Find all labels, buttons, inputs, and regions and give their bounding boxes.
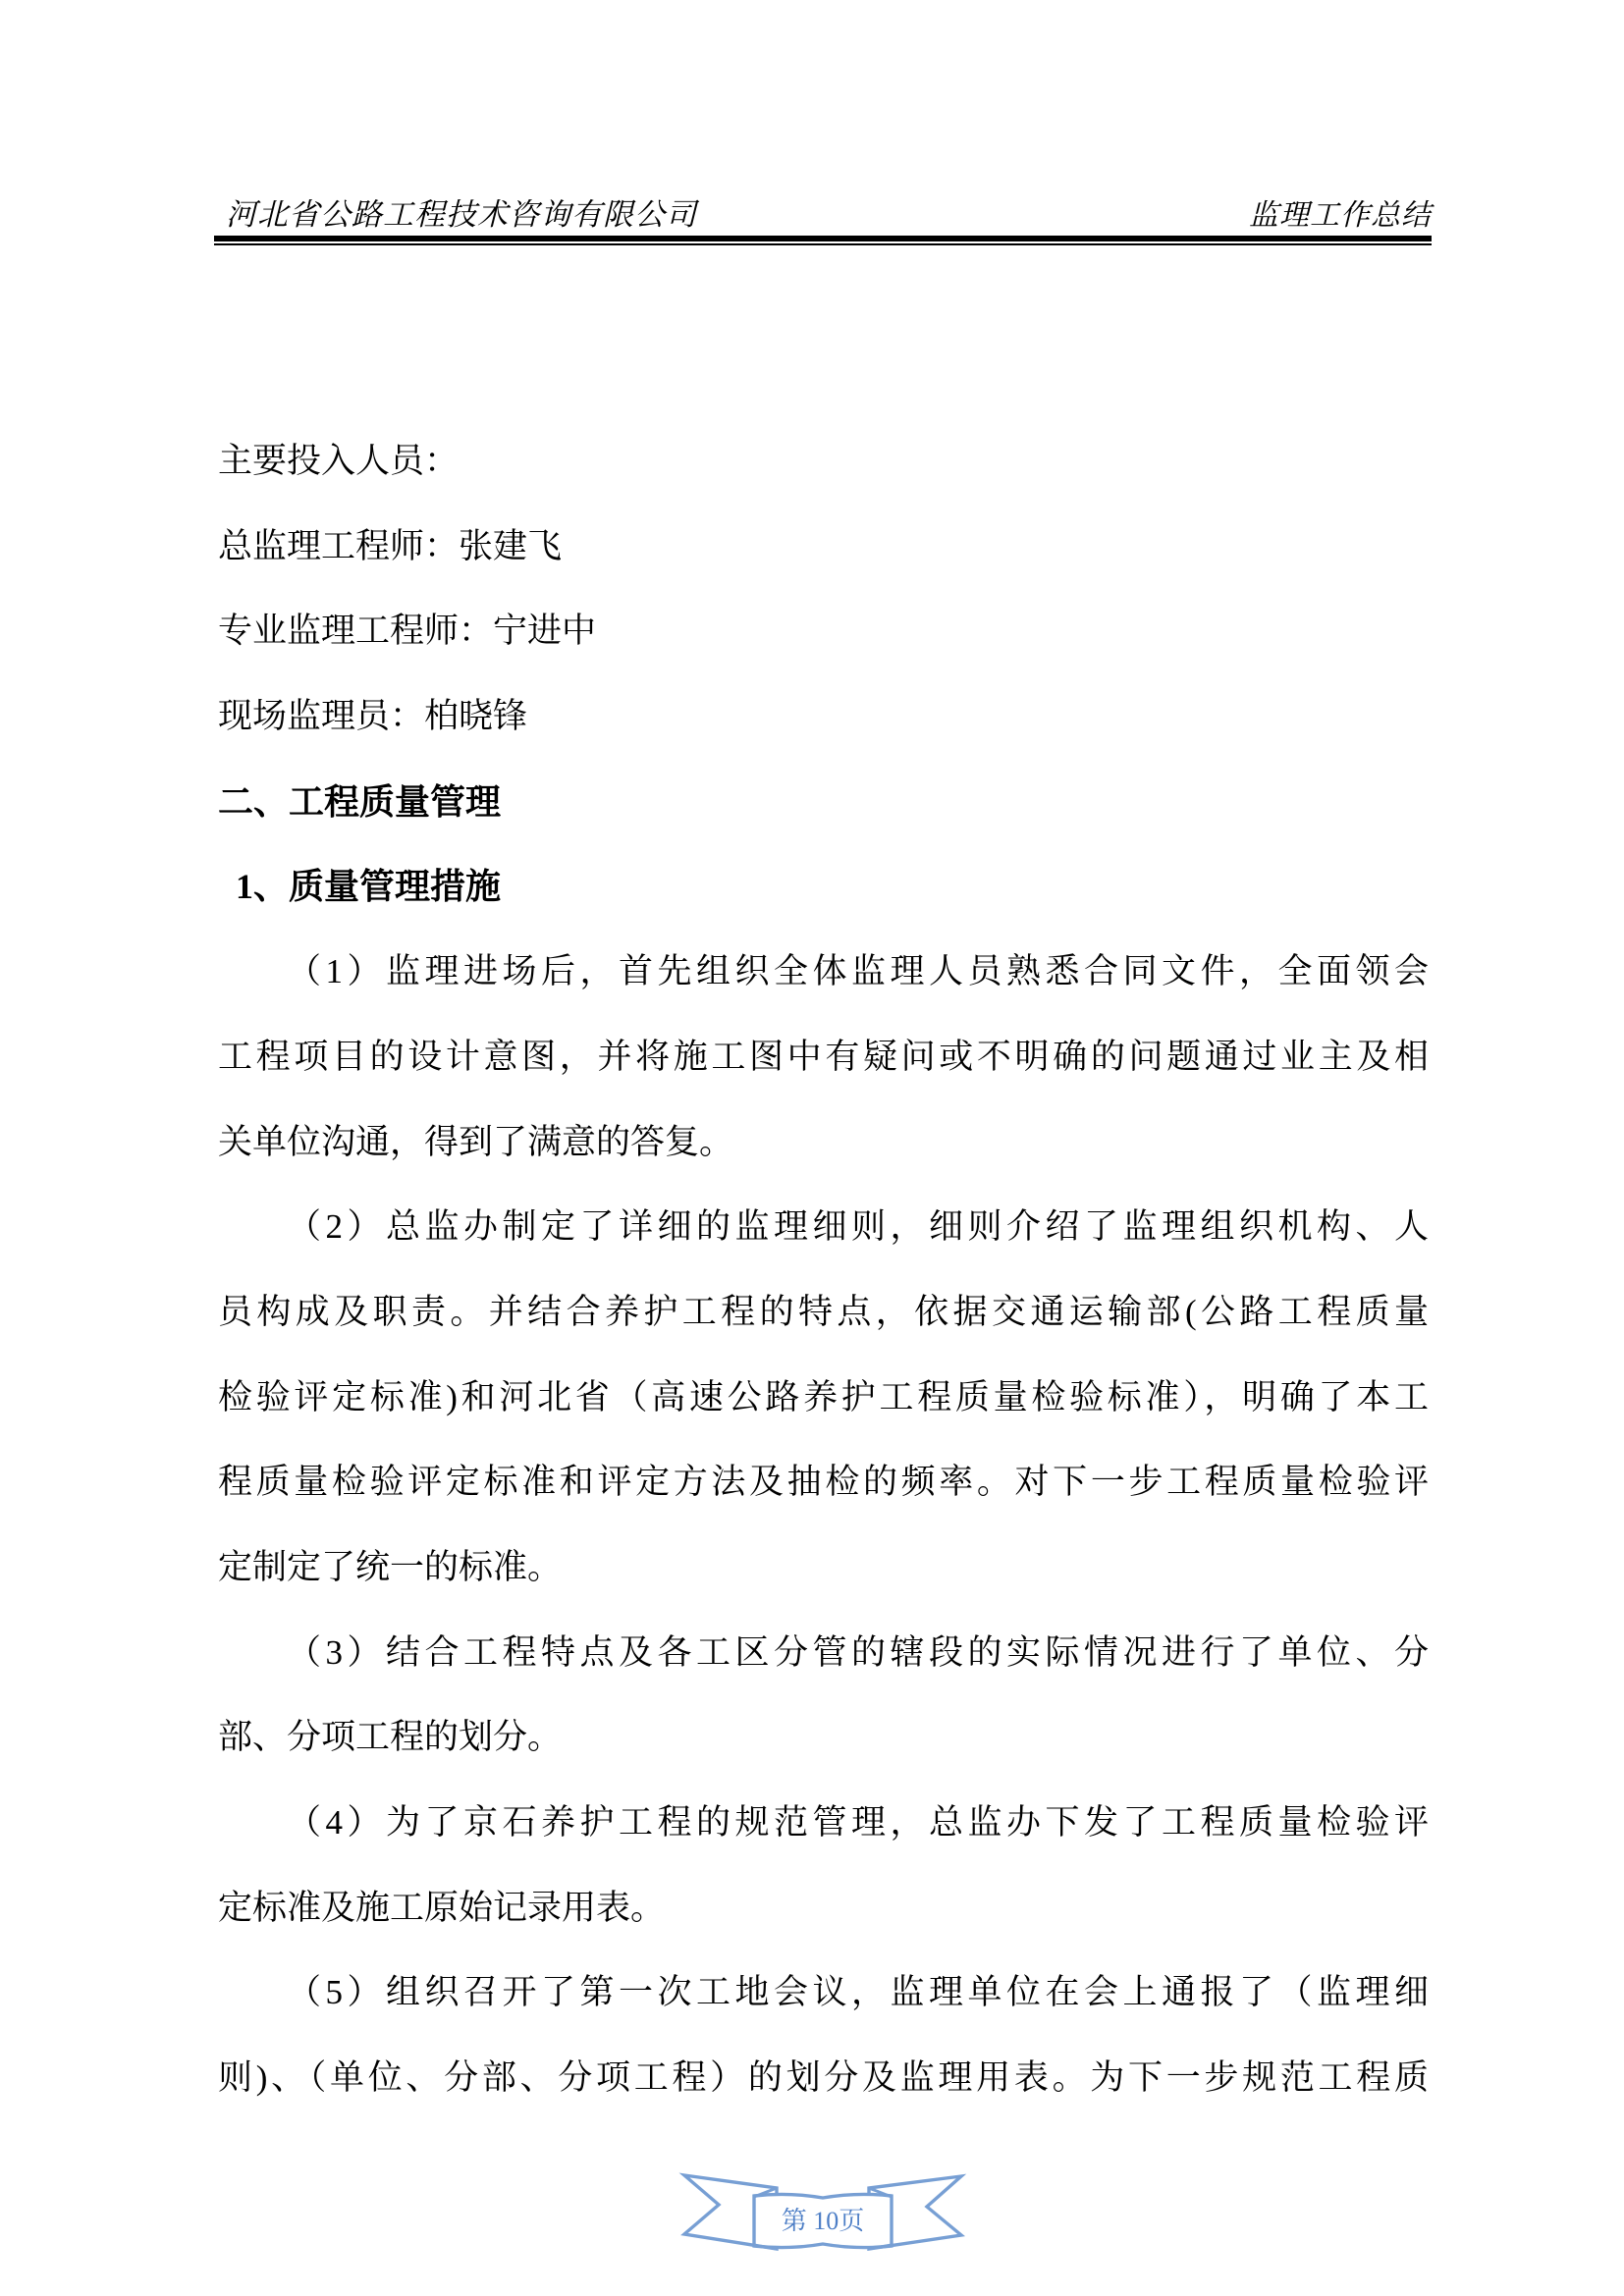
paragraph-5-line-1: （5）组织召开了第一次工地会议，监理单位在会上通报了（监理细 — [287, 1973, 1429, 2012]
staff-line-specialty-engineer: 专业监理工程师：宁进中 — [218, 612, 597, 651]
page-number-label: 第 10页 — [781, 2207, 865, 2235]
paragraph-5-line-2: 则)、（单位、分部、分项工程）的划分及监理用表。为下一步规范工程质 — [218, 2058, 1429, 2098]
page-header — [214, 192, 1432, 234]
header-rule-thin — [214, 243, 1432, 245]
paragraph-2-line-2: 员构成及职责。并结合养护工程的特点，依据交通运输部(公路工程质量 — [218, 1292, 1429, 1331]
paragraph-2-line-4: 程质量检验评定标准和评定方法及抽检的频率。对下一步工程质量检验评 — [218, 1463, 1429, 1502]
staff-line-site-supervisor: 现场监理员：柏晓锋 — [218, 697, 528, 736]
paragraph-2-line-5: 定制定了统一的标准。 — [218, 1547, 563, 1586]
section-heading-quality-management: 二、工程质量管理 — [218, 781, 502, 822]
paragraph-3-line-2: 部、分项工程的划分。 — [218, 1718, 563, 1757]
paragraph-1-line-3: 关单位沟通，得到了满意的答复。 — [218, 1122, 734, 1161]
paragraph-1-line-1: （1）监理进场后，首先组织全体监理人员熟悉合同文件，全面领会 — [287, 952, 1429, 991]
paragraph-1-line-2: 工程项目的设计意图，并将施工图中有疑问或不明确的问题通过业主及相 — [218, 1037, 1429, 1076]
header-rule-thick — [214, 236, 1432, 241]
paragraph-2-line-1: （2）总监办制定了详细的监理细则，细则介绍了监理组织机构、人 — [287, 1207, 1429, 1247]
document-body — [218, 419, 1429, 2121]
subsection-heading-quality-measures: 1、质量管理措施 — [236, 867, 502, 907]
paragraph-4-line-1: （4）为了京石养护工程的规范管理，总监办下发了工程质量检验评 — [287, 1803, 1429, 1842]
paragraph-4-line-2: 定标准及施工原始记录用表。 — [218, 1888, 666, 1927]
header-doc-title: 监理工作总结 — [1249, 199, 1432, 232]
staff-line-chief-engineer: 总监理工程师：张建飞 — [218, 526, 563, 565]
paragraph-3-line-1: （3）结合工程特点及各工区分管的辖段的实际情况进行了单位、分 — [287, 1632, 1429, 1672]
paragraph-2-line-3: 检验评定标准)和河北省（高速公路养护工程质量检验标准），明确了本工 — [218, 1377, 1429, 1416]
header-company-name: 河北省公路工程技术咨询有限公司 — [226, 197, 697, 232]
staff-line-main-personnel: 主要投入人员： — [218, 442, 460, 480]
